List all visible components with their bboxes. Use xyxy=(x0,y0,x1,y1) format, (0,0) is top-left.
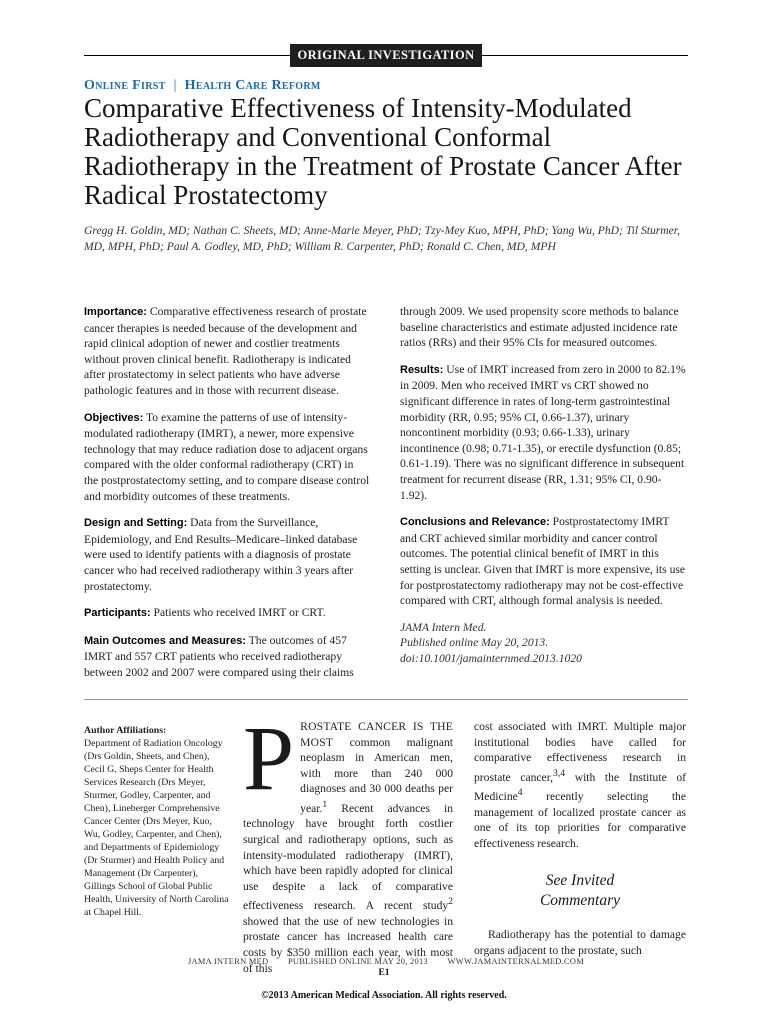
body-column-right xyxy=(474,719,686,959)
page-number: E1 xyxy=(378,968,390,978)
banner-label: ORIGINAL INVESTIGATION xyxy=(290,44,482,67)
abstract-heading: Design and Setting: xyxy=(84,517,188,530)
abstract-text: Use of IMRT increased from zero in 2000 to 82.1% in 2009. Men who received IMRT vs CRT showed no significant difference in rates of long-term gastrointestinal morbidity (RR, 0.95; 95% CI, 0.66-1.37), urinary noncontinent morbidity (0.93; 0.66-1.33), urinary incontinence (0.98; 0.71-1.35), or erectile dysfunction (0.85; 0.61-1.19). There was no significant difference in subsequent treatment for recurrent disease (RR, 1.31; 95% CI, 0.90-1.92). xyxy=(400,362,686,502)
abstract-results xyxy=(400,362,686,503)
abstract-heading: Participants: xyxy=(84,607,151,620)
footer-journal: JAMA INTERN MED xyxy=(188,957,269,966)
reference-superscript[interactable]: 2 xyxy=(448,896,453,908)
abstract-text: Comparative effectiveness research of prostate cancer therapies is needed because of the development and rapid clinical adoption of newer and costlier treatments without proven clinical benefit. Radiotherapy is indicated after prostatectomy in select patients who have adverse pathologic features and in those with recurrent disease. xyxy=(84,305,367,397)
invited-line-2: Commentary xyxy=(539,892,621,910)
abstract-conclusions xyxy=(400,514,686,609)
citation-published: Published online May 20, 2013. xyxy=(400,636,549,650)
section-divider xyxy=(84,699,688,700)
kicker xyxy=(84,78,321,94)
kicker-health-care-reform: Health Care Reform xyxy=(184,78,321,93)
citation-journal: JAMA Intern Med. xyxy=(400,620,487,634)
footer-date: PUBLISHED ONLINE MAY 20, 2013 xyxy=(287,957,428,966)
invited-commentary-link[interactable] xyxy=(474,871,686,911)
citation-doi[interactable]: doi:10.1001/jamainternmed.2013.1020 xyxy=(400,651,582,665)
abstract-outcomes-continued: through 2009. We used propensity score methods to balance baseline characteristics and estimate adjusted incidence rate ratios (RRs) and their 95% CIs for measured outcomes. xyxy=(400,305,679,350)
copyright-notice: ©2013 American Medical Association. All rights reserved. xyxy=(261,990,507,1001)
drop-cap: P xyxy=(243,707,295,809)
body-text: showed that the use of new technologies in prostate cancer has increased health care costs by $350 million each year, with most of this xyxy=(243,914,453,975)
page-footer xyxy=(188,957,584,966)
abstract-right-column xyxy=(400,304,686,677)
body-text: common malignant neoplasm in American men, with more than 240 000 diagnoses and 30 000 deaths per year. xyxy=(300,735,453,815)
abstract-importance xyxy=(84,304,370,399)
author-list: Gregg H. Goldin, MD; Nathan C. Sheets, MD; Anne-Marie Meyer, PhD; Tzy-Mey Kuo, MPH, PhD; Yang Wu, PhD; Til Sturmer, MD, MPH, PhD; Paul A. Godley, MD, PhD; William R. Carpenter, PhD; Ronald C. Chen, MD, MPH xyxy=(84,224,680,253)
article-title: Comparative Effectiveness of Intensity-Modulated Radiotherapy and Conventional Conformal Radiotherapy in the Treatment of Prostate Cancer After Radical Prostatectomy xyxy=(84,93,682,210)
abstract-text: To examine the patterns of use of intensity-modulated radiotherapy (IMRT), a newer, more expensive technology that may reduce radiation dose to adjacent organs compared with the older conformal radiotherapy (CRT) in the postprostatectomy setting, and to compare disease control and morbidity outcomes of these treatments. xyxy=(84,410,370,503)
affiliations-text: Department of Radiation Oncology (Drs Goldin, Sheets, and Chen), Cecil G. Sheps Center for Health Services Research (Drs Meyer, Sturmer, Godley, Carpenter, and Chen), Lineberger Comprehensive Cancer Center (Drs Meyer, Kuo, Wu, Godley, Carpenter, and Chen), and Departments of Epidemiology (Dr Sturmer) and Health Policy and Management (Dr Carpenter), Gillings School of Global Public Health, University of North Carolina at Chapel Hill. xyxy=(84,738,229,918)
reference-superscript[interactable]: 1 xyxy=(322,798,328,810)
abstract-heading: Results: xyxy=(400,363,444,376)
abstract-text: Data from the Surveillance, Epidemiology, and End Results–Medicare–linked database were used to identify patients with a diagnosis of prostate cancer who had received radiotherapy within 3 years after prostatectomy. xyxy=(84,516,358,593)
reference-superscript[interactable]: 4 xyxy=(517,787,523,799)
invited-line-1: See Invited xyxy=(545,872,615,890)
body-text: recently selecting the management of localized prostate cancer as one of its top priorities for comparative effectiveness research. xyxy=(474,790,686,850)
kicker-separator: | xyxy=(173,78,177,93)
abstract-design xyxy=(84,515,370,594)
affiliations-heading: Author Affiliations: xyxy=(84,725,167,736)
abstract-heading: Conclusions and Relevance: xyxy=(400,516,550,529)
body-text: Recent advances in technology have brought forth costlier surgical and radiotherapy options, such as intensity-modulated radiotherapy (IMRT), which have been rapidly adopted for clinical use despite a lack of comparative effectiveness research. A recent study xyxy=(243,801,453,913)
abstract-heading: Main Outcomes and Measures: xyxy=(84,634,246,647)
abstract-outcomes xyxy=(84,633,370,681)
abstract-text: Postprostatectomy IMRT and CRT achieved similar morbidity and cancer control outcomes. The potential clinical benefit of IMRT in this setting is unclear. Given that IMRT is more expensive, its use for postprostatectomy radiotherapy may not be cost-effective compared with CRT, although formal analysis is needed. xyxy=(400,515,686,608)
section-banner xyxy=(84,44,688,68)
lead-in-caps: ROSTATE CANCER IS THE MOST xyxy=(300,720,453,749)
citation-block xyxy=(400,620,686,667)
abstract-text: Patients who received IMRT or CRT. xyxy=(150,606,326,620)
abstract-objectives xyxy=(84,410,370,505)
body-column-middle xyxy=(243,707,453,976)
abstract-left-column xyxy=(84,304,370,691)
footer-url[interactable]: WWW.JAMAINTERNALMED.COM xyxy=(447,957,584,966)
author-affiliations xyxy=(84,724,230,919)
body-paragraph: Radiotherapy has the potential to damage organs adjacent to the prostate, such xyxy=(474,928,686,958)
reference-superscript[interactable]: 3,4 xyxy=(553,767,566,779)
abstract-text: The outcomes of 457 IMRT and 557 CRT patients who received radiotherapy between 2002 and 2007 were compared using their claims xyxy=(84,633,354,679)
abstract-heading: Importance: xyxy=(84,306,147,318)
body-paragraph xyxy=(474,719,686,851)
body-text: cost associated with IMRT. Multiple major institutional bodies have called for comparative effectiveness research in prostate cancer, xyxy=(474,720,686,784)
abstract-participants xyxy=(84,605,370,622)
abstract-heading: Objectives: xyxy=(84,411,144,424)
kicker-online-first: Online First xyxy=(84,78,166,93)
body-text: with the Institute of Medicine xyxy=(474,770,686,804)
